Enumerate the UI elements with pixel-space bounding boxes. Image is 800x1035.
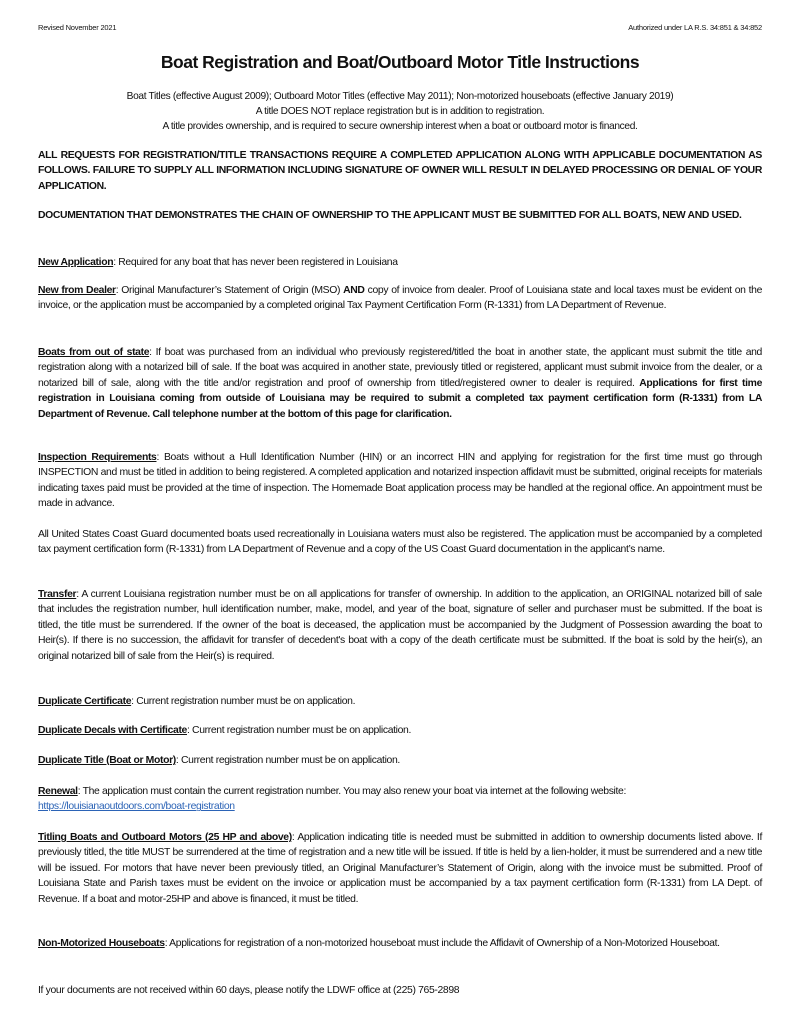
section-renewal bbox=[38, 784, 762, 815]
section-houseboats bbox=[38, 936, 762, 951]
section-text: : A current Louisiana registration number must be on all applications for transfer of ownership. In addition to the application, an ORIGINAL notarized bill of sale that includes the registration number, hull identification number, make, model, and year of the boat, signature of seller and purchaser must be submitted. If the boat is titled, the title must be surrendered. If the owner of the boat is deceased, the application must be accompanied by the Judgment of Possession awarding the boat to Heir(s). If there is no succession, the affidavit for transfer of decedent's boat with a copy of the death certificate must be submitted. If the boat is sold by the heir(s), an original notarized bill of sale from the Heir(s) is required. bbox=[38, 589, 762, 662]
section-label: New Application bbox=[38, 257, 114, 268]
footer-note: If your documents are not received within 60 days, please notify the LDWF office at (225) 765-2898 bbox=[38, 985, 460, 996]
section-label: Renewal bbox=[38, 786, 78, 797]
section-duplicate-decals bbox=[38, 723, 762, 738]
subtitle-line: Boat Titles (effective August 2009); Outboard Motor Titles (effective May 2011); Non-motorized houseboats (effective January 2019) bbox=[126, 91, 674, 102]
section-out-of-state bbox=[38, 345, 762, 422]
section-text: : Applications for registration of a non-motorized houseboat must include the Affidavit of Ownership of a Non-Motorized Houseboat. bbox=[164, 938, 720, 949]
section-bold-text: Applications for first time registration in Louisiana coming from outside of Louisiana may be required to submit a completed tax payment certification form (R-1331) from LA Department of Revenue. Call telephone number at the bottom of this page for clarification. bbox=[38, 377, 763, 420]
section-duplicate-title bbox=[38, 753, 762, 768]
section-duplicate-certificate bbox=[38, 694, 762, 709]
authorization-note: Authorized under LA R.S. 34:851 & 34:852 bbox=[628, 23, 762, 32]
section-bold-text: AND bbox=[343, 285, 365, 296]
section-new-from-dealer bbox=[38, 283, 762, 314]
section-text: : Required for any boat that has never been registered in Louisiana bbox=[113, 257, 398, 268]
section-titling bbox=[38, 830, 762, 907]
section-text: copy of invoice from dealer. Proof of Louisiana state and local taxes must be evident on the invoice, or the application must be accompanied by a completed original Tax Payment Certification Form (R-1331) from LA Department of Revenue. bbox=[38, 285, 763, 312]
section-text: : If boat was purchased from an individual who previously registered/titled the boat in another state, the applicant must submit the title and registration along with a notarized bill of sale. If the boat was acquired in another state, previously titled or registered, applicant must submit invoice from the dealer, or a notarized bill of sale, along with the title and/or registration and proof of ownership from titled/registered owner to dealer is required. bbox=[38, 347, 762, 389]
notice-chain-of-ownership: DOCUMENTATION THAT DEMONSTRATES THE CHAIN OF OWNERSHIP TO THE APPLICANT MUST BE SUBMITTED FOR ALL BOATS, NEW AND USED. bbox=[38, 210, 742, 221]
section-inspection bbox=[38, 450, 762, 512]
page-title: Boat Registration and Boat/Outboard Motor Title Instructions bbox=[160, 52, 640, 72]
section-label: Boats from out of state bbox=[38, 347, 150, 358]
section-label: Non-Motorized Houseboats bbox=[38, 938, 165, 949]
section-text: : Current registration number must be on application. bbox=[186, 725, 412, 736]
section-label: Duplicate Certificate bbox=[38, 696, 132, 707]
section-label: New from Dealer bbox=[38, 285, 116, 296]
section-text: : The application must contain the current registration number. You may also renew your boat via internet at the following website: bbox=[77, 786, 627, 797]
section-uscg: All United States Coast Guard documented boats used recreationally in Louisiana waters must also be registered. The application must be accompanied by a completed tax payment certification form (R-1331) from LA Department of Revenue and a copy of the US Coast Guard documentation in the applicant’s name. bbox=[38, 529, 762, 556]
notice-requirements: ALL REQUESTS FOR REGISTRATION/TITLE TRANSACTIONS REQUIRE A COMPLETED APPLICATION ALONG WITH APPLICABLE DOCUMENTATION AS FOLLOWS. FAILURE TO SUPPLY ALL INFORMATION INCLUDING SIGNATURE OF OWNER WILL RESULT IN DELAYED PROCESSING OR DENIAL OF YOUR APPLICATION. bbox=[38, 150, 762, 192]
section-text: : Original Manufacturer’s Statement of Origin (MSO) bbox=[115, 285, 344, 296]
section-label: Duplicate Title (Boat or Motor) bbox=[38, 755, 176, 766]
section-label: Transfer bbox=[38, 589, 77, 600]
section-new-application bbox=[38, 255, 762, 270]
section-label: Titling Boats and Outboard Motors (25 HP and above) bbox=[38, 832, 292, 843]
revision-date: Revised November 2021 bbox=[38, 23, 117, 32]
subtitle-line: A title provides ownership, and is required to secure ownership interest when a boat or outboard motor is financed. bbox=[162, 121, 638, 132]
section-text: : Current registration number must be on application. bbox=[131, 696, 356, 707]
section-text: : Boats without a Hull Identification Number (HIN) or an incorrect HIN and applying for registration for the first time must go through INSPECTION and must be titled in addition to being registered. A completed application and notarized inspection affidavit must be submitted, original receipts for materials indicating taxes paid must be provided at the time of inspection. The Homemade Boat application process may be handled at the regional office. An appointment must be made in advance. bbox=[38, 452, 762, 510]
section-label: Inspection Requirements bbox=[38, 452, 157, 463]
section-text: : Current registration number must be on application. bbox=[175, 755, 400, 766]
section-label: Duplicate Decals with Certificate bbox=[38, 725, 187, 736]
section-text: : Application indicating title is needed must be submitted in addition to ownership documents listed above. If previously titled, the title MUST be surrendered at the time of registration and a new title will be issued. If title is held by a lien-holder, it must be surrendered and a new title will be issued. For motors that have never been previously titled, an Original Manufacturer’s Statement of Origin, along with the invoice must be submitted. Proof of Louisiana State and Parish taxes must be evident on the invoice or application must be accompanied by a tax payment certification form (R-1331) from LA Dept. of Revenue. If a boat and motor-25HP and above is financed, it must be titled. bbox=[38, 832, 762, 905]
subtitle-line: A title DOES NOT replace registration but is in addition to registration. bbox=[255, 106, 545, 117]
renewal-website-link[interactable]: https://louisianaoutdoors.com/boat-registration bbox=[38, 801, 235, 813]
section-transfer bbox=[38, 587, 762, 664]
